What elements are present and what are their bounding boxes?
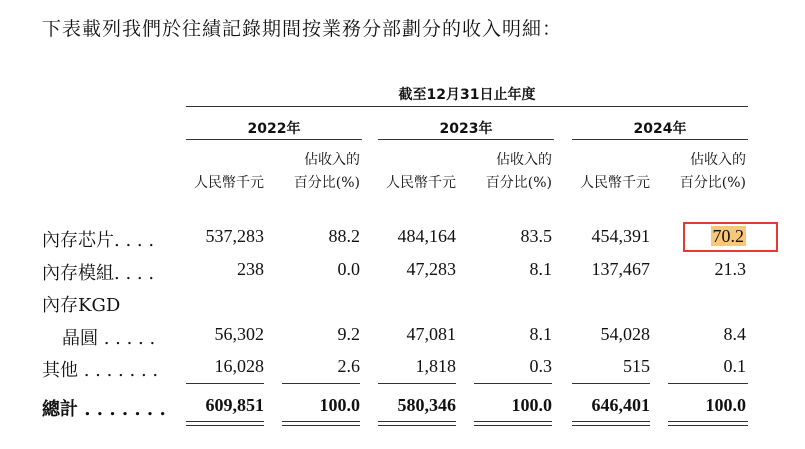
total-cell: 580,346	[397, 395, 456, 415]
cell: 83.5	[520, 226, 552, 246]
amount-col-2024: 人民幣千元	[580, 175, 650, 191]
subtotal-rule	[282, 383, 360, 384]
amount-col-2022: 人民幣千元	[194, 175, 264, 191]
cell: 88.2	[328, 226, 360, 246]
cell: 484,164	[397, 226, 456, 246]
pct-col-2022	[270, 149, 360, 195]
total-double-rule	[378, 421, 456, 426]
cell: 515	[623, 356, 650, 376]
cell: 8.1	[529, 324, 552, 344]
cell: 454,391	[591, 226, 650, 246]
subtotal-rule	[572, 383, 650, 384]
header-rule	[186, 106, 748, 107]
cell: 9.2	[337, 324, 360, 344]
cell: 21.3	[714, 259, 746, 279]
cell: 16,028	[214, 356, 264, 376]
total-double-rule	[282, 421, 360, 426]
total-double-rule	[186, 421, 264, 426]
row-label-total: 總計 . . . . . . .	[42, 399, 166, 420]
cell: 0.0	[337, 259, 360, 279]
cell: 2.6	[337, 356, 360, 376]
cell: 8.4	[723, 324, 746, 344]
cell: 137,467	[591, 259, 650, 279]
cell: 47,283	[406, 259, 456, 279]
total-cell: 100.0	[705, 395, 746, 415]
year-2023-header: 2023年	[439, 121, 493, 137]
cell: 537,283	[205, 226, 264, 246]
pct-col-line2: 百分比(%)	[293, 175, 360, 191]
pct-col-line2: 百分比(%)	[485, 175, 552, 191]
pct-col-line1: 佔收入的	[496, 152, 552, 168]
row-label-kgd: 內存KGD	[42, 295, 121, 316]
cell: 0.1	[723, 356, 746, 376]
total-double-rule	[572, 421, 650, 426]
year-2024-header: 2024年	[633, 121, 687, 137]
total-cell: 646,401	[591, 395, 650, 415]
subtotal-rule	[186, 383, 264, 384]
row-label-others: 其他 . . . . . . .	[42, 360, 159, 381]
total-double-rule	[668, 421, 748, 426]
highlight-box	[683, 222, 778, 252]
total-cell: 100.0	[319, 395, 360, 415]
cell: 1,818	[415, 356, 456, 376]
year-2023-rule	[378, 139, 554, 140]
year-2022-header: 2022年	[247, 121, 301, 137]
pct-col-line2: 百分比(%)	[679, 175, 746, 191]
total-cell: 609,851	[205, 395, 264, 415]
year-2024-rule	[572, 139, 748, 140]
cell: 56,302	[214, 324, 264, 344]
total-cell: 100.0	[511, 395, 552, 415]
intro-text: 下表載列我們於往績記錄期間按業務分部劃分的收入明細：	[42, 18, 563, 40]
cell: 238	[237, 259, 264, 279]
pct-col-line1: 佔收入的	[690, 152, 746, 168]
pct-col-2024	[656, 149, 746, 195]
subtotal-rule	[474, 383, 552, 384]
subtotal-rule	[668, 383, 748, 384]
cell: 47,081	[406, 324, 456, 344]
pct-col-2023	[462, 149, 552, 195]
row-label-wafer: 晶圓 . . . . .	[62, 328, 156, 349]
period-header: 截至12月31日止年度	[398, 87, 536, 103]
row-label-memory-modules: 內存模組. . . .	[42, 263, 155, 284]
cell: 8.1	[529, 259, 552, 279]
total-double-rule	[474, 421, 552, 426]
cell: 54,028	[600, 324, 650, 344]
subtotal-rule	[378, 383, 456, 384]
year-2022-rule	[186, 139, 362, 140]
highlighted-value: 70.2	[712, 226, 744, 246]
cell: 0.3	[529, 356, 552, 376]
row-label-memory-chips: 內存芯片. . . .	[42, 230, 155, 251]
pct-col-line1: 佔收入的	[304, 152, 360, 168]
amount-col-2023: 人民幣千元	[386, 175, 456, 191]
